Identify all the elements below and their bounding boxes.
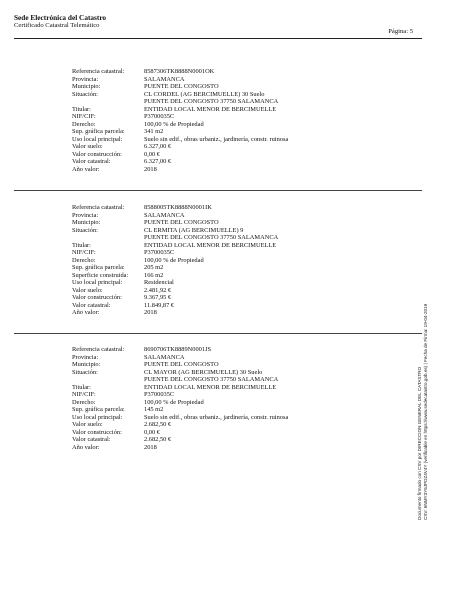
field-value: 0,00 € bbox=[144, 150, 160, 158]
field-label: Provincia: bbox=[72, 353, 99, 361]
record-row bbox=[72, 91, 372, 99]
record-divider bbox=[14, 333, 422, 334]
site-title: Sede Electrónica del Catastro bbox=[14, 13, 107, 22]
record-row bbox=[72, 264, 372, 272]
field-value: SALAMANCA bbox=[144, 353, 185, 361]
field-value: 100,00 % de Propiedad bbox=[144, 256, 204, 264]
field-label: Situación: bbox=[72, 226, 98, 234]
record-row bbox=[72, 279, 372, 287]
record-row bbox=[72, 436, 372, 444]
record-row bbox=[72, 376, 372, 384]
field-label: Sup. gráfica parcela: bbox=[72, 264, 125, 271]
record-row bbox=[72, 249, 372, 257]
field-label: Referencia catastral: bbox=[72, 68, 125, 75]
field-value: P3700035C bbox=[144, 113, 175, 120]
record-row bbox=[72, 98, 372, 106]
field-value: PUENTE DEL CONGOSTO bbox=[144, 83, 219, 90]
field-label: Valor construcción: bbox=[72, 294, 122, 301]
field-label: Titular: bbox=[72, 383, 91, 391]
field-label: Uso local principal: bbox=[72, 413, 123, 421]
record-row bbox=[72, 242, 372, 250]
field-label: Valor suelo: bbox=[72, 421, 103, 428]
field-label: Año valor: bbox=[72, 443, 100, 451]
field-value: 6.327,00 € bbox=[144, 143, 172, 150]
field-label: Valor catastral: bbox=[72, 436, 111, 443]
field-label: Año valor: bbox=[72, 309, 100, 316]
field-label: Año valor: bbox=[72, 165, 100, 173]
record-row bbox=[72, 272, 372, 280]
field-label: Sup. gráfica parcela: bbox=[72, 406, 125, 413]
field-value: PUENTE DEL CONGOSTO 37750 SALAMANCA bbox=[144, 234, 279, 241]
record-row bbox=[72, 309, 372, 317]
field-value: 9.367,95 € bbox=[144, 294, 172, 301]
record-row bbox=[72, 143, 372, 151]
field-value: 11.849,87 € bbox=[144, 301, 175, 309]
field-value: PUENTE DEL CONGOSTO 37750 SALAMANCA bbox=[144, 98, 279, 105]
record-row bbox=[72, 287, 372, 295]
field-label: Situación: bbox=[72, 90, 98, 98]
field-label: Situación: bbox=[72, 368, 98, 376]
record-row bbox=[72, 391, 372, 399]
field-value: 145 m2 bbox=[144, 406, 164, 413]
record-row bbox=[72, 302, 372, 310]
field-value: 2.481,92 € bbox=[144, 286, 172, 294]
record-row bbox=[72, 204, 372, 212]
field-label: NIF/CIF: bbox=[72, 113, 96, 120]
record-divider bbox=[14, 190, 422, 191]
record-row bbox=[72, 151, 372, 159]
field-label: NIF/CIF: bbox=[72, 249, 96, 256]
property-record-1 bbox=[72, 68, 372, 173]
field-value: Suelo sin edif., obras urbaniz., jardinería, constr. ruinosa bbox=[144, 413, 289, 421]
field-value: PUENTE DEL CONGOSTO 37750 SALAMANCA bbox=[144, 376, 279, 383]
field-label: Municipio: bbox=[72, 219, 101, 226]
field-label: Derecho: bbox=[72, 256, 96, 264]
record-row bbox=[72, 113, 372, 121]
field-label: Derecho: bbox=[72, 398, 96, 406]
property-record-3 bbox=[72, 346, 372, 451]
side-note-line-2: CSV: 6NMY3Y6JPDZ4V4Y (verificable en https://www.sedecatastro.gob.es) | Fecha de Firma: 19-04-2019 bbox=[423, 303, 428, 520]
record-row bbox=[72, 257, 372, 265]
field-value: P3700035C bbox=[144, 391, 175, 398]
record-row bbox=[72, 227, 372, 235]
field-label: Valor suelo: bbox=[72, 286, 103, 294]
field-value: 8587306TK8888N0001OK bbox=[144, 68, 215, 75]
document-header bbox=[14, 14, 106, 30]
field-value: 2018 bbox=[144, 165, 157, 173]
record-row bbox=[72, 354, 372, 362]
record-row bbox=[72, 399, 372, 407]
field-value: SALAMANCA bbox=[144, 211, 185, 219]
record-row bbox=[72, 444, 372, 452]
record-row bbox=[72, 121, 372, 129]
field-label: Valor construcción: bbox=[72, 428, 122, 436]
record-row bbox=[72, 219, 372, 227]
field-value: 205 m2 bbox=[144, 264, 164, 271]
field-label: Uso local principal: bbox=[72, 279, 123, 286]
field-value: CL ERMITA (AG BERCIMUELLE) 9 bbox=[144, 226, 244, 234]
field-value: Residencial bbox=[144, 279, 174, 286]
field-value: 6.327,00 € bbox=[144, 158, 172, 165]
field-label: Provincia: bbox=[72, 211, 99, 219]
record-row bbox=[72, 369, 372, 377]
page-number: Página: 5 bbox=[388, 28, 413, 35]
field-value: 2.682,50 € bbox=[144, 421, 172, 428]
record-row bbox=[72, 158, 372, 166]
field-value: CL MAYOR (AG BERCIMUELLE) 30 Suelo bbox=[144, 368, 263, 376]
record-row bbox=[72, 128, 372, 136]
field-value: ENTIDAD LOCAL MENOR DE BERCIMUELLE bbox=[144, 383, 277, 391]
field-value: P3700035C bbox=[144, 249, 175, 256]
field-label: NIF/CIF: bbox=[72, 391, 96, 398]
property-record-2 bbox=[72, 204, 372, 317]
field-value: 2.682,50 € bbox=[144, 436, 172, 443]
record-row bbox=[72, 68, 372, 76]
signature-side-note bbox=[417, 304, 429, 520]
field-label: Referencia catastral: bbox=[72, 204, 125, 211]
field-value: 8588005TK8888N0001IK bbox=[144, 204, 212, 211]
field-label: Sup. gráfica parcela: bbox=[72, 128, 125, 135]
certificate-subtitle: Certificado Catastral Telemático bbox=[14, 22, 100, 29]
record-row bbox=[72, 76, 372, 84]
field-label: Valor construcción: bbox=[72, 150, 122, 158]
field-value: SALAMANCA bbox=[144, 75, 185, 83]
field-label: Titular: bbox=[72, 105, 91, 113]
field-label: Superficie construida: bbox=[72, 271, 129, 279]
field-value: PUENTE DEL CONGOSTO bbox=[144, 219, 219, 226]
field-value: 341 m2 bbox=[144, 128, 164, 135]
field-label: Uso local principal: bbox=[72, 135, 123, 143]
field-label: Municipio: bbox=[72, 361, 101, 368]
record-row bbox=[72, 106, 372, 114]
record-row bbox=[72, 234, 372, 242]
field-label: Valor catastral: bbox=[72, 301, 111, 309]
record-row bbox=[72, 429, 372, 437]
record-row bbox=[72, 166, 372, 174]
field-label: Titular: bbox=[72, 241, 91, 249]
field-label: Municipio: bbox=[72, 83, 101, 90]
field-value: CL CORDEL (AG BERCIMUELLE) 30 Suelo bbox=[144, 90, 265, 98]
record-row bbox=[72, 421, 372, 429]
field-value: ENTIDAD LOCAL MENOR DE BERCIMUELLE bbox=[144, 105, 277, 113]
field-label: Valor suelo: bbox=[72, 143, 103, 150]
side-note-line-1: Documento firmado con CSV por DIRECCION GENERAL DEL CATASTRO bbox=[417, 366, 422, 520]
record-row bbox=[72, 346, 372, 354]
field-label: Referencia catastral: bbox=[72, 346, 125, 353]
field-value: 8690706TK8889N0001JS bbox=[144, 346, 212, 353]
field-label: Derecho: bbox=[72, 120, 96, 128]
field-value: 100,00 % de Propiedad bbox=[144, 120, 204, 128]
field-value: 0,00 € bbox=[144, 428, 160, 436]
field-value: 166 m2 bbox=[144, 271, 164, 279]
header-divider bbox=[14, 38, 422, 39]
field-value: 2018 bbox=[144, 309, 157, 316]
field-label: Valor catastral: bbox=[72, 158, 111, 165]
field-value: Suelo sin edif., obras urbaniz., jardinería, constr. ruinosa bbox=[144, 135, 289, 143]
field-label: Provincia: bbox=[72, 75, 99, 83]
record-row bbox=[72, 384, 372, 392]
field-value: PUENTE DEL CONGOSTO bbox=[144, 361, 219, 368]
field-value: 2018 bbox=[144, 443, 157, 451]
record-row bbox=[72, 361, 372, 369]
record-row bbox=[72, 83, 372, 91]
record-row bbox=[72, 294, 372, 302]
record-row bbox=[72, 212, 372, 220]
record-row bbox=[72, 414, 372, 422]
field-value: ENTIDAD LOCAL MENOR DE BERCIMUELLE bbox=[144, 241, 277, 249]
record-row bbox=[72, 136, 372, 144]
record-row bbox=[72, 406, 372, 414]
field-value: 100,00 % de Propiedad bbox=[144, 398, 204, 406]
